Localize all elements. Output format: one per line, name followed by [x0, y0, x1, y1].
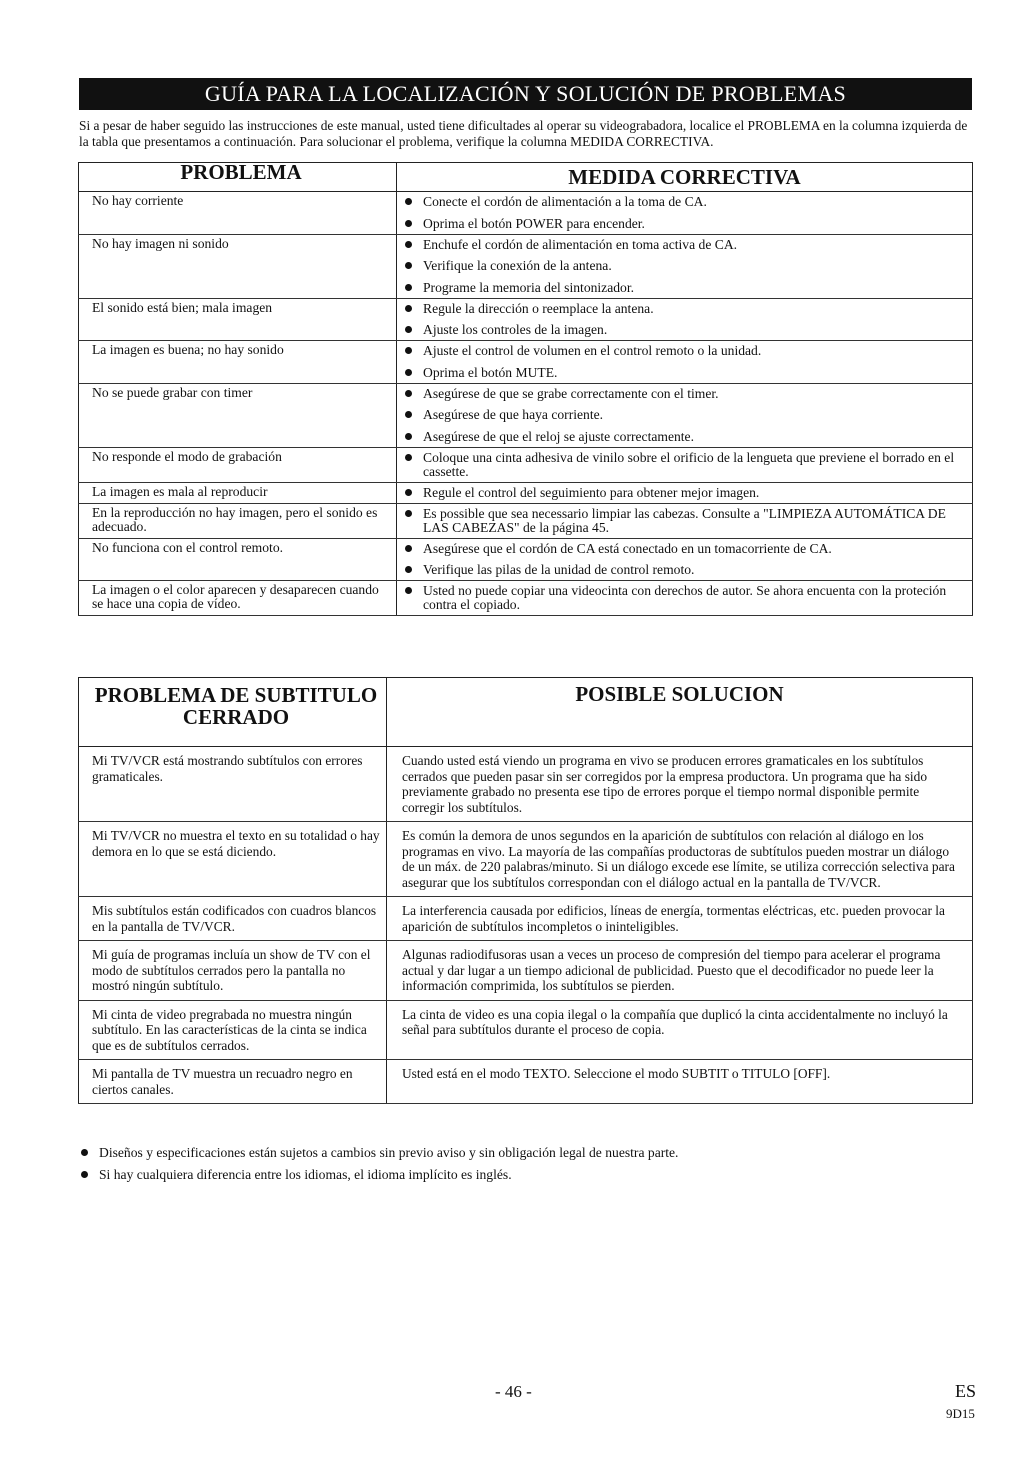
possible-solution-header: POSIBLE SOLUCION: [387, 678, 973, 747]
cc-problem-cell: Mi TV/VCR no muestra el texto en su totalidad o hay demora en lo que se está diciendo.: [79, 822, 387, 897]
action-item: Verifique las pilas de la unidad de control remoto.: [403, 563, 964, 577]
action-list: [403, 238, 964, 295]
action-list: [403, 387, 964, 444]
action-item: Regule la dirección o reemplace la antena.: [403, 302, 964, 316]
table-row: [79, 822, 973, 897]
page-number: - 46 -: [495, 1382, 532, 1401]
action-list: [403, 486, 964, 500]
problem-cell: El sonido está bien; mala imagen: [79, 298, 397, 341]
table-row: [79, 234, 973, 298]
solution-cell: Algunas radiodifusoras usan a veces un proceso de compresión del tiempo para acelerar el programa actual y dar lugar a un tiempo adicional de publicidad. Puesto que el decodificador no puede leer la información comprimida, los subtítulos se pierden.: [387, 941, 973, 1001]
action-list: [403, 451, 964, 479]
corrective-action-cell: [397, 482, 973, 503]
corrective-action-cell: [397, 503, 973, 538]
action-item: Coloque una cinta adhesiva de vinilo sobre el orificio de la lengueta que previene el borrado en el cassette.: [403, 451, 964, 479]
problem-cell: En la reproducción no hay imagen, pero el sonido es adecuado.: [79, 503, 397, 538]
corrective-action-cell: [397, 581, 973, 616]
action-item: Oprima el botón POWER para encender.: [403, 217, 964, 231]
action-item: Programe la memoria del sintonizador.: [403, 281, 964, 295]
table-row: [79, 503, 973, 538]
action-item: Asegúrese que el cordón de CA está conectado en un tomacorriente de CA.: [403, 542, 964, 556]
table-row: [79, 383, 973, 447]
table-row: [79, 298, 973, 341]
cc-problem-cell: Mi cinta de video pregrabada no muestra ningún subtítulo. En las características de la cinta se indica que es de subtítulos cerrados.: [79, 1000, 387, 1060]
cc-problem-header: PROBLEMA DE SUBTITULO CERRADO: [79, 678, 387, 747]
cc-problem-cell: Mis subtítulos están codificados con cuadros blancos en la pantalla de TV/VCR.: [79, 897, 387, 941]
cc-problem-cell: Mi guía de programas incluía un show de TV con el modo de subtítulos cerrados pero la pantalla no mostró ningún subtítulo.: [79, 941, 387, 1001]
solution-cell: Usted está en el modo TEXTO. Seleccione el modo SUBTIT o TITULO [OFF].: [387, 1060, 973, 1104]
corrective-action-cell: [397, 192, 973, 235]
table-row: [79, 447, 973, 482]
table-row: [79, 581, 973, 616]
problem-cell: No responde el modo de grabación: [79, 447, 397, 482]
table-row: [79, 341, 973, 384]
cc-problem-cell: Mi pantalla de TV muestra un recuadro negro en ciertos canales.: [79, 1060, 387, 1104]
action-list: [403, 507, 964, 535]
action-item: Asegúrese de que el reloj se ajuste correctamente.: [403, 430, 964, 444]
action-list: [403, 195, 964, 231]
page-title: GUÍA PARA LA LOCALIZACIÓN Y SOLUCIÓN DE PROBLEMAS: [79, 78, 972, 110]
table-row: [79, 1060, 973, 1104]
solution-cell: Es común la demora de unos segundos en la aparición de subtítulos con relación al diálogo en los programas en vivo. La mayoría de las compañías productoras de subtítulos pueden mostrar un diálogo de un máx. de 220 palabras/minuto. Si un diálogo excede ese límite, se utiliza corrección selectiva para asegurar que los subtítulos correspondan con el diálogo actual en la pantalla de TV/VCR.: [387, 822, 973, 897]
note-item: Si hay cualquiera diferencia entre los idiomas, el idioma implícito es inglés.: [79, 1168, 979, 1182]
action-item: Conecte el cordón de alimentación a la toma de CA.: [403, 195, 964, 209]
problem-cell: La imagen es buena; no hay sonido: [79, 341, 397, 384]
corrective-action-cell: [397, 538, 973, 581]
action-item: Verifique la conexión de la antena.: [403, 259, 964, 273]
action-item: Asegúrese de que haya corriente.: [403, 408, 964, 422]
action-item: Es possible que sea necessario limpiar las cabezas. Consulte a "LIMPIEZA AUTOMÁTICA DE LAS CABEZAS" de la página 45.: [403, 507, 964, 535]
cc-problem-cell: Mi TV/VCR está mostrando subtítulos con errores gramaticales.: [79, 747, 387, 822]
corrective-action-cell: [397, 234, 973, 298]
closed-caption-table: [78, 677, 973, 1104]
table-row: [79, 897, 973, 941]
action-list: [403, 344, 964, 380]
action-item: Usted no puede copiar una videocinta con derechos de autor. Se ahora encuenta con la proteción contra el copiado.: [403, 584, 964, 612]
problem-cell: La imagen es mala al reproducir: [79, 482, 397, 503]
corrective-action-cell: [397, 298, 973, 341]
corrective-action-cell: [397, 447, 973, 482]
problem-cell: No funciona con el control remoto.: [79, 538, 397, 581]
note-item: Diseños y especificaciones están sujetos a cambios sin previo aviso y sin obligación legal de nuestra parte.: [79, 1146, 979, 1160]
intro-paragraph: Si a pesar de haber seguido las instrucciones de este manual, usted tiene dificultades al operar su videograbadora, localice el PROBLEMA en la columna izquierda de la tabla que presentamos a continuación. Para solucionar el problema, verifique la columna MEDIDA CORRECTIVA.: [79, 118, 968, 149]
action-item: Enchufe el cordón de alimentación en toma activa de CA.: [403, 238, 964, 252]
solution-cell: La interferencia causada por edificios, líneas de energía, tormentas eléctricas, etc. pueden provocar la aparición de subtítulos incompletos o ininteligibles.: [387, 897, 973, 941]
action-item: Oprima el botón MUTE.: [403, 366, 964, 380]
corrective-action-cell: [397, 341, 973, 384]
problem-cell: No hay corriente: [79, 192, 397, 235]
action-item: Ajuste el control de volumen en el control remoto o la unidad.: [403, 344, 964, 358]
problem-header: PROBLEMA: [79, 163, 397, 192]
action-item: Regule el control del seguimiento para obtener mejor imagen.: [403, 486, 964, 500]
corrective-action-header: MEDIDA CORRECTIVA: [397, 163, 973, 192]
problem-cell: No hay imagen ni sonido: [79, 234, 397, 298]
table-row: [79, 1000, 973, 1060]
table-row: [79, 482, 973, 503]
notes: [79, 1146, 979, 1190]
language-code: ES: [955, 1381, 977, 1401]
table-row: [79, 941, 973, 1001]
troubleshooting-table: [78, 162, 973, 616]
table-row: [79, 538, 973, 581]
action-list: [403, 302, 964, 338]
action-item: Ajuste los controles de la imagen.: [403, 323, 964, 337]
solution-cell: La cinta de video es una copia ilegal o la compañía que duplicó la cinta accidentalmente no incluyó la señal para subtítulos durante el proceso de copia.: [387, 1000, 973, 1060]
corrective-action-cell: [397, 383, 973, 447]
problem-cell: No se puede grabar con timer: [79, 383, 397, 447]
problem-cell: La imagen o el color aparecen y desaparecen cuando se hace una copia de vídeo.: [79, 581, 397, 616]
action-item: Asegúrese de que se grabe correctamente con el timer.: [403, 387, 964, 401]
action-list: [403, 542, 964, 578]
action-list: [403, 584, 964, 612]
table-row: [79, 747, 973, 822]
model-code: 9D15: [946, 1406, 975, 1421]
table-row: [79, 192, 973, 235]
solution-cell: Cuando usted está viendo un programa en vivo se producen errores gramaticales en los subtítulos cerrados que pueden pasar sin ser corregidos por la empresa productora. Un programa que ha sido previamente grabado no presenta ese tipo de errores porque el tiempo normal disponible permite corregir los subtítulos.: [387, 747, 973, 822]
